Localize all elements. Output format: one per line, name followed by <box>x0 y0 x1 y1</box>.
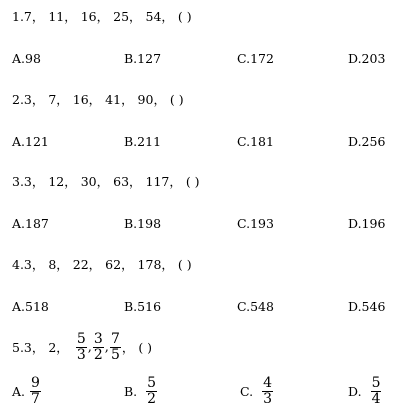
question-2-option-a: A.121 <box>12 134 49 149</box>
question-5-option-d <box>348 371 382 411</box>
question-1-stem: 1.7， 11， 16， 25， 54， ( ) <box>12 9 192 24</box>
question-4-option-a: A.518 <box>12 299 49 314</box>
question-5-stem <box>12 327 152 367</box>
question-2-option-c: C.181 <box>237 134 274 149</box>
option-fraction <box>146 376 157 407</box>
fraction-numerator: 4 <box>263 374 273 391</box>
option-label: C. <box>240 383 254 399</box>
question-1-option-b: B.127 <box>124 51 162 66</box>
question-3-option-a: A.187 <box>12 216 49 231</box>
question-3-option-d: D.196 <box>348 216 386 231</box>
fraction-denominator: 3 <box>76 346 86 363</box>
fraction-numerator: 7 <box>110 330 120 347</box>
question-5-option-b <box>124 371 158 411</box>
option-fraction <box>371 376 382 407</box>
question-2-stem: 2.3， 7， 16， 41， 90， ( ) <box>12 92 184 107</box>
question-2-option-b: B.211 <box>124 134 162 149</box>
question-4-stem: 4.3， 8， 22， 62， 178， ( ) <box>12 257 192 272</box>
option-fraction <box>30 376 41 407</box>
fraction-numerator: 5 <box>76 330 86 347</box>
question-5-fraction-2 <box>93 332 104 363</box>
option-label: A. <box>12 383 26 399</box>
fraction-numerator: 9 <box>31 374 40 391</box>
question-5-fraction-3 <box>110 332 121 363</box>
fraction-denominator: 7 <box>31 390 40 407</box>
fraction-numerator: 5 <box>147 374 157 391</box>
question-5-suffix: ， ( ) <box>121 340 153 355</box>
question-3-option-b: B.198 <box>124 216 162 231</box>
option-fraction <box>262 376 273 407</box>
fraction-denominator: 3 <box>263 390 273 407</box>
question-2-option-d: D.256 <box>348 134 386 149</box>
option-label: B. <box>124 383 138 399</box>
question-4-option-c: C.548 <box>237 299 274 314</box>
question-3-stem: 3.3， 12， 30， 63， 117， ( ) <box>12 174 200 189</box>
question-4-option-b: B.516 <box>124 299 162 314</box>
question-5-fraction-1 <box>76 332 87 363</box>
option-label: D. <box>348 383 362 399</box>
question-3-option-c: C.193 <box>237 216 274 231</box>
fraction-separator: , <box>87 339 92 355</box>
fraction-denominator: 2 <box>147 390 157 407</box>
fraction-separator: , <box>104 339 109 355</box>
fraction-denominator: 5 <box>110 346 120 363</box>
fraction-numerator: 3 <box>93 330 103 347</box>
question-5-prefix: 5.3， 2， <box>12 340 69 355</box>
question-1-option-d: D.203 <box>348 51 386 66</box>
question-4-option-d: D.546 <box>348 299 386 314</box>
fraction-denominator: 2 <box>93 346 103 363</box>
question-1-option-c: C.172 <box>237 51 274 66</box>
question-5-option-c <box>240 371 274 411</box>
question-5-option-a <box>12 371 42 411</box>
fraction-denominator: 4 <box>371 390 381 407</box>
fraction-numerator: 5 <box>371 374 381 391</box>
question-1-option-a: A.98 <box>12 51 41 66</box>
